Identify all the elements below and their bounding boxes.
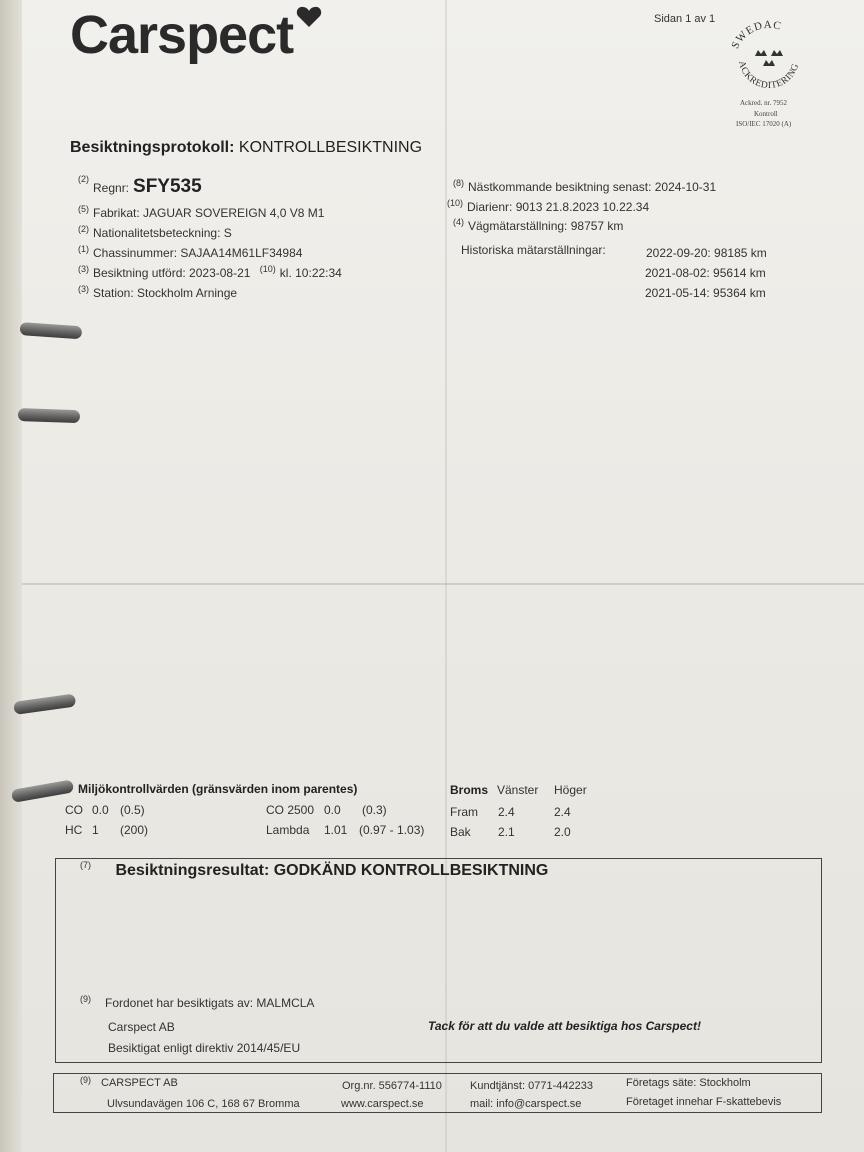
brakes-row-left: 2.4 <box>498 805 515 819</box>
hc-label: HC <box>65 823 83 837</box>
paper-fold-horizontal <box>22 583 864 585</box>
history-entry: 2021-05-14: 95364 km <box>645 286 766 300</box>
diarie-field <box>447 200 649 214</box>
binder-ring <box>18 408 80 423</box>
co2500-limit: (0.3) <box>362 803 387 817</box>
next-inspection-text: Nästkommande besiktning senast: 2024-10-31 <box>468 180 717 194</box>
next-inspection-field <box>453 180 716 194</box>
history-entry: 2022-09-20: 98185 km <box>646 246 767 260</box>
brakes-row-left: 2.1 <box>498 825 515 839</box>
inspection-date-text: Besiktning utförd: 2023-08-21 <box>93 266 251 280</box>
footer-tax: Företaget innehar F-skattebevis <box>626 1096 782 1108</box>
result-directive: Besiktigat enligt direktiv 2014/45/EU <box>108 1041 301 1055</box>
seal-text-top: SWEDAC <box>729 18 783 51</box>
co-limit: (0.5) <box>120 803 145 817</box>
ref-marker: (3) <box>78 284 89 294</box>
title-value: KONTROLLBESIKTNING <box>238 139 423 156</box>
chassis-field <box>78 246 302 260</box>
inspector-field <box>80 996 314 1010</box>
ref-marker: (8) <box>453 178 464 188</box>
footer-support: Kundtjänst: 0771-442233 <box>470 1080 593 1092</box>
regnr-label: Regnr: <box>93 181 130 195</box>
seal-standard: ISO/IEC 17020 (A) <box>736 120 792 128</box>
result-label: Besiktningsresultat: <box>115 862 270 879</box>
hc-limit: (200) <box>120 823 149 837</box>
nationality-text: Nationalitetsbeteckning: S <box>93 226 232 240</box>
seal-text-bottom: ACKREDITERING <box>736 60 802 92</box>
fabrikat-field <box>78 206 324 220</box>
result-company: Carspect AB <box>108 1020 175 1034</box>
ref-marker: (10) <box>259 264 276 274</box>
co2500-label: CO 2500 <box>266 803 315 817</box>
inspector-text: Fordonet har besiktigats av: MALMCLA <box>105 996 315 1010</box>
seal-accreditation-no: Ackred. nr. 7952 <box>740 99 788 107</box>
brakes-row-label: Bak <box>450 825 471 839</box>
ref-marker: (7) <box>80 860 91 870</box>
brakes-row-right: 2.0 <box>554 825 571 839</box>
brakes-heading: Broms <box>450 783 489 797</box>
co2500-value: 0.0 <box>324 803 341 817</box>
station-text: Station: Stockholm Arninge <box>93 286 238 300</box>
footer-orgnr: Org.nr. 556774-1110 <box>342 1080 442 1092</box>
lambda-limit: (0.97 - 1.03) <box>359 823 425 837</box>
crowns-icon <box>755 50 783 66</box>
result-value: GODKÄND KONTROLLBESIKTNING <box>273 862 549 879</box>
emissions-heading: Miljökontrollvärden (gränsvärden inom parentes) <box>78 782 358 796</box>
page-title <box>70 139 422 157</box>
footer-company <box>80 1077 178 1089</box>
odometer-field <box>453 219 623 233</box>
ref-marker: (5) <box>78 204 89 214</box>
brakes-col-left: Vänster <box>497 783 539 797</box>
diarie-text: Diarienr: 9013 21.8.2023 10.22.34 <box>467 200 650 214</box>
ref-marker: (10) <box>447 198 464 208</box>
brakes-row-right: 2.4 <box>554 805 571 819</box>
thanks-message: Tack för att du valde att besiktiga hos Carspect! <box>428 1019 701 1033</box>
odometer-text: Vägmätarställning: 98757 km <box>468 219 624 233</box>
seal-control: Kontroll <box>754 110 778 118</box>
page-indicator: Sidan 1 av 1 <box>654 13 716 25</box>
regnr-value: SFY535 <box>133 176 202 197</box>
co-label: CO <box>65 803 83 817</box>
history-label: Historiska mätarställningar: <box>461 243 606 257</box>
result-title <box>80 862 548 880</box>
footer-email: mail: info@carspect.se <box>470 1098 582 1110</box>
footer-seat: Företags säte: Stockholm <box>626 1077 751 1089</box>
footer-web: www.carspect.se <box>341 1098 424 1110</box>
nationality-field <box>78 226 232 240</box>
inspection-date-field <box>78 266 342 280</box>
lambda-value: 1.01 <box>324 823 348 837</box>
fabrikat-text: Fabrikat: JAGUAR SOVEREIGN 4,0 V8 M1 <box>93 206 325 220</box>
ref-marker: (9) <box>80 1075 91 1085</box>
footer-address: Ulvsundavägen 106 C, 168 67 Bromma <box>107 1098 300 1110</box>
station-field <box>78 286 237 300</box>
ref-marker: (2) <box>78 224 89 234</box>
swedac-seal <box>725 18 813 106</box>
ref-marker: (4) <box>453 217 464 227</box>
carspect-logo: Carspect <box>70 5 294 65</box>
heart-icon <box>296 5 322 29</box>
chassis-text: Chassinummer: SAJAA14M61LF34984 <box>93 246 303 260</box>
ref-marker: (9) <box>80 994 91 1004</box>
title-label: Besiktningsprotokoll: <box>70 139 235 156</box>
inspection-time-text: kl. 10:22:34 <box>279 266 342 280</box>
brakes-col-right: Höger <box>554 783 587 797</box>
co-value: 0.0 <box>92 803 109 817</box>
regnr-field <box>78 176 202 198</box>
ref-marker: (1) <box>78 244 89 254</box>
ref-marker: (3) <box>78 264 89 274</box>
footer-company-name: CARSPECT AB <box>101 1077 178 1089</box>
ref-marker: (2) <box>78 174 89 184</box>
brakes-row-label: Fram <box>450 805 478 819</box>
history-entry: 2021-08-02: 95614 km <box>645 266 766 280</box>
svg-text:SWEDAC <box>729 19 783 51</box>
lambda-label: Lambda <box>266 823 310 837</box>
hc-value: 1 <box>92 823 99 837</box>
